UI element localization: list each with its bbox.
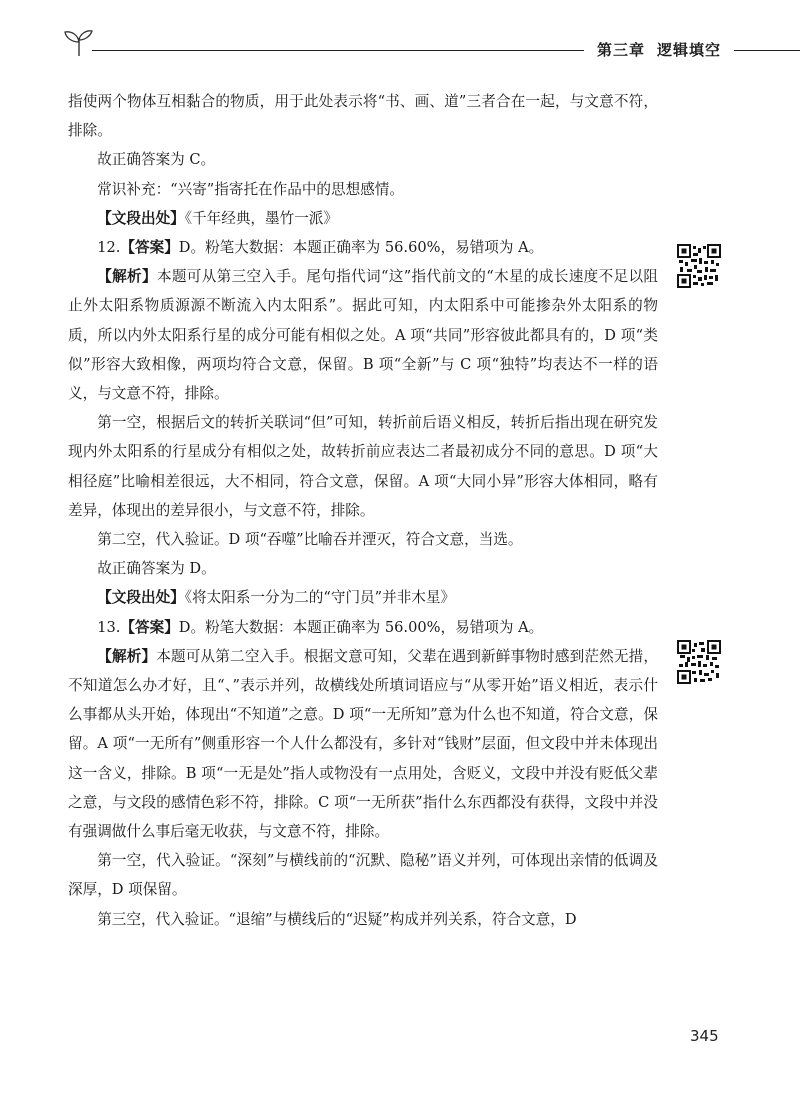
paragraph: 常识补充：“兴寄”指寄托在作品中的思想感情。 bbox=[97, 180, 404, 198]
main-text bbox=[68, 87, 658, 934]
section-label: 逻辑填空 bbox=[657, 41, 722, 59]
paragraph: 第一空，代入验证。“深刻”与横线前的“沉默、隐秘”语义并列，可体现出亲情的低调及深厚，D 项保留。 bbox=[68, 852, 658, 899]
paragraph: 指使两个物体互相黏合的物质，用于此处表示将“书、画、道”三者合在一起，与文意不符，排除。 bbox=[68, 93, 658, 140]
header-rule-right bbox=[734, 50, 800, 51]
qr-code-graphic bbox=[677, 640, 721, 684]
header-chapter-title bbox=[597, 39, 721, 60]
source-tag: 【文段出处】 bbox=[97, 589, 185, 607]
answer-paragraph: 13.【答案】D。粉笔大数据：本题正确率为 56.00%，易错项为 A。 bbox=[97, 618, 544, 636]
source-paragraph: 【文段出处】《千年经典，墨竹一派》 bbox=[97, 209, 338, 227]
page-number: 345 bbox=[690, 1027, 719, 1045]
answer-paragraph: 12.【答案】D。粉笔大数据：本题正确率为 56.60%，易错项为 A。 bbox=[97, 239, 544, 257]
paragraph: 故正确答案为 C。 bbox=[97, 151, 216, 169]
header-rule-dash bbox=[567, 50, 581, 51]
analysis-tag: 【解析】 bbox=[97, 268, 157, 286]
source-tag: 【文段出处】 bbox=[97, 209, 185, 227]
question-number: 12. bbox=[97, 239, 121, 257]
paragraph: 第三空，代入验证。“退缩”与横线后的“迟疑”构成并列关系，符合文意，D bbox=[97, 910, 577, 928]
analysis-paragraph: 【解析】本题可从第二空入手。根据文意可知，父辈在遇到新鲜事物时感到茫然无措，不知道怎么办才好，且“、”表示并列，故横线处所填词语应与“从零开始”语义相近，表示什么事都从头开始，体现出“不知道”之意。D 项“一无所知”意为什么也不知道，符合文意，保留。A 项“一无所有”侧重形容一个人什么都没有，多针对“钱财”层面，但文段中并未体现出这一含义，排除。B 项“一无是处”指人或物没有一点用处，含贬义，文段中并没有贬低父辈之意，与文段的感情色彩不符，排除。C 项“一无所获”指什么东西都没有获得，文段中并没有强调做什么事后毫无收获，与文意不符，排除。 bbox=[68, 647, 658, 841]
answer-tag: 【答案】 bbox=[120, 239, 179, 257]
question-number: 13. bbox=[97, 618, 121, 636]
qr-code-icon[interactable] bbox=[677, 640, 721, 684]
chapter-label: 第三章 bbox=[597, 41, 646, 59]
qr-code-graphic bbox=[677, 244, 721, 288]
paragraph: 第二空，代入验证。D 项“吞噬”比喻吞并湮灭，符合文意，当选。 bbox=[97, 531, 523, 549]
paragraph: 故正确答案为 D。 bbox=[97, 560, 216, 578]
qr-code-icon[interactable] bbox=[677, 244, 721, 288]
leaf-sprout-icon bbox=[62, 28, 96, 58]
source-paragraph: 【文段出处】《将太阳系一分为二的“守门员”并非木星》 bbox=[97, 589, 456, 607]
analysis-paragraph: 【解析】本题可从第三空入手。尾句指代词“这”指代前文的“木星的成长速度不足以阻止外太阳系物质源源不断流入内太阳系”。据此可知，内太阳系中可能掺杂外太阳系的物质，所以内外太阳系行星的成分可能有相似之处。A 项“共同”形容彼此都具有的，D 项“类似”形容大致相像，两项均符合文意，保留。B 项“全新”与 C 项“独特”均表达不一样的语义，与文意不符，排除。 bbox=[68, 268, 658, 403]
page-header bbox=[0, 0, 800, 70]
header-rule-left bbox=[92, 50, 584, 51]
answer-tag: 【答案】 bbox=[120, 618, 179, 636]
paragraph: 第一空，根据后文的转折关联词“但”可知，转折前后语义相反，转折后指出现在研究发现内外太阳系的行星成分有相似之处，故转折前应表达二者最初成分不同的意思。D 项“大相径庭”比喻相差很远，大不相同，符合文意，保留。A 项“大同小异”形容大体相同，略有差异，体现出的差异很小，与文意不符，排除。 bbox=[68, 414, 658, 519]
analysis-tag: 【解析】 bbox=[97, 647, 157, 665]
